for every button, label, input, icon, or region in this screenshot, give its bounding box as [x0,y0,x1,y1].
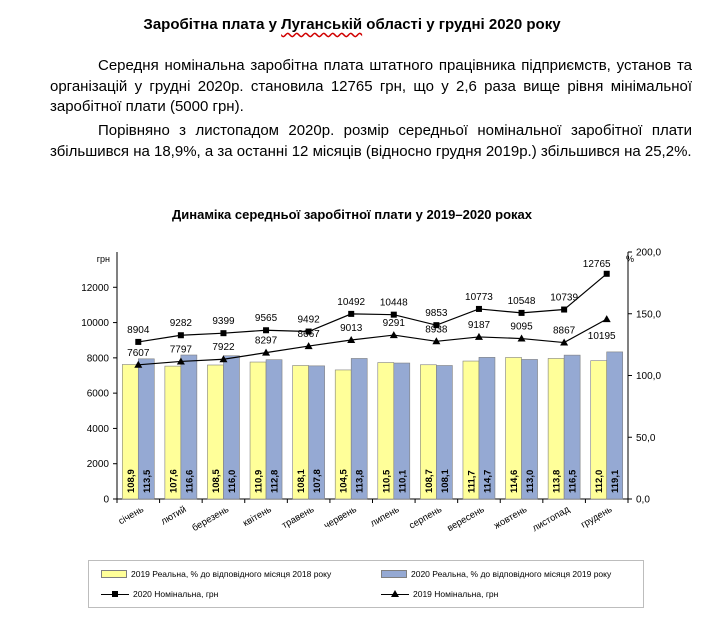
point-2020-nominal [604,271,610,277]
paragraph-2: Порівняно з листопадом 2020р. розмір середньої номінальної заробітної плати збільшився на 18,9%, а за останні 12 місяців (відносно грудня 2019р.) збільшився на 25,2%. [50,122,692,160]
line-data-label: 9565 [254,313,278,325]
point-2019-nominal [603,315,611,322]
point-2019-nominal [390,331,398,338]
point-2020-nominal [476,306,482,312]
bar-data-label: 108,1 [296,469,308,493]
series-line-2019-nominal [138,319,606,365]
bar-data-label: 104,5 [338,469,350,493]
bar-data-label: 113,5 [141,469,153,493]
bar-data-label: 116,6 [184,469,196,493]
point-2020-nominal [391,312,397,318]
bar-data-label: 111,7 [466,470,478,493]
line-data-label: 9492 [297,314,320,326]
left-tick-label: 6000 [86,388,109,400]
bar-data-label: 108,9 [125,469,137,493]
legend-item-2020-nominal [101,589,218,599]
point-2020-nominal [135,339,141,345]
point-2020-nominal [348,311,354,317]
category-label: лютий [159,504,189,528]
line-data-label: 10739 [550,292,579,304]
paragraph-1: Середня номінальна заробітна плата штатного працівника підприємств, установ та організацій у грудні 2020р. становила 12765 грн, що у 2,6 раза вище рівня мінімальної заробітної плати (5000 грн). [50,57,692,115]
line-data-label: 9399 [212,316,235,328]
left-tick-label: 8000 [86,353,109,365]
line-data-label: 8667 [297,329,320,341]
bar-data-label: 108,1 [439,469,451,493]
right-tick-label: 200,0 [636,247,662,259]
line-data-label: 8867 [553,325,576,337]
category-label: січень [116,504,146,528]
point-2019-nominal [475,333,483,340]
line-data-label: 10492 [337,296,366,308]
left-tick-label: 4000 [86,423,109,435]
point-2020-nominal [178,332,184,338]
category-label: липень [368,504,402,530]
category-label: червень [322,504,359,532]
category-label: березень [190,504,231,534]
line-data-label: 10448 [379,297,408,309]
right-tick-label: 150,0 [636,309,662,321]
bar-data-label: 108,7 [423,469,435,493]
point-2020-nominal [519,310,525,316]
left-axis-unit: грн [96,254,110,264]
line-data-label: 9095 [510,321,533,333]
line-data-label: 10548 [507,295,536,307]
legend-swatch-2020-real [381,570,407,578]
bar-data-label: 114,6 [509,469,521,493]
legend-label-2020-nominal: 2020 Номінальна, грн [133,589,219,599]
right-tick-label: 50,0 [636,432,656,444]
bar-data-label: 110,1 [397,469,409,493]
legend-label-2019-real: 2019 Реальна, % до відповідного місяця 2018 року [131,569,332,579]
right-axis-unit: % [626,254,635,264]
line-data-label: 9282 [169,318,192,330]
category-label: серпень [407,504,444,532]
bar-data-label: 108,5 [210,469,222,493]
bar-data-label: 113,8 [354,469,366,493]
legend-item-2020-real [381,569,611,579]
legend-item-2019-nominal [381,589,498,599]
right-tick-label: 100,0 [636,371,662,382]
bar-data-label: 116,5 [567,469,579,493]
left-tick-label: 0 [103,494,109,506]
line-data-label: 8297 [254,335,278,347]
line-data-label: 7607 [127,347,150,359]
title-region: Луганській [281,16,363,33]
category-label: жовтень [492,504,530,532]
point-2020-nominal [263,327,269,333]
line-data-label: 10195 [587,331,616,343]
bar-data-label: 113,8 [551,469,563,493]
bar-data-label: 113,0 [525,469,537,493]
chart-legend [88,560,644,608]
line-data-label: 9291 [382,318,405,330]
line-data-label: 12765 [582,258,611,270]
chart-title: Динаміка середньої заробітної плати у 2019–2020 роках [171,207,532,222]
bar-data-label: 114,7 [482,469,494,493]
point-2020-nominal [561,307,567,313]
left-tick-label: 2000 [86,459,109,471]
legend-label-2020-real: 2020 Реальна, % до відповідного місяця 2019 року [411,569,612,579]
right-tick-label: 0,0 [636,494,650,506]
bar-data-label: 107,6 [168,469,180,493]
bar-data-label: 110,5 [381,469,393,493]
category-label: вересень [445,504,487,535]
bar-data-label: 119,1 [610,469,622,493]
legend-label-2019-nominal: 2019 Номінальна, грн [413,589,499,599]
legend-item-2019-real [101,569,331,579]
left-tick-label: 12000 [81,282,109,294]
bar-data-label: 112,8 [269,469,281,493]
legend-swatch-2019-real [101,570,127,578]
line-data-label: 9013 [340,322,363,334]
document-title: Заробітна плата у Луганській області у грудні 2020 року [143,16,561,33]
category-label: квітень [241,504,274,530]
category-label: листопад [530,504,572,535]
point-2020-nominal [220,330,226,336]
bar-data-label: 107,8 [312,469,324,493]
series-line-2020-nominal [138,274,606,342]
line-data-label: 7922 [212,342,235,354]
bar-data-label: 116,0 [226,469,238,493]
line-data-label: 9853 [425,308,448,320]
line-data-label: 7797 [169,344,192,356]
category-label: грудень [579,504,615,531]
legend-marker-triangle [381,590,409,598]
line-data-label: 10773 [465,291,493,303]
legend-marker-square [101,590,129,598]
line-data-label: 8938 [425,324,448,336]
line-data-label: 9187 [467,319,491,331]
category-label: травень [280,504,317,532]
line-data-label: 8904 [127,324,150,336]
bar-data-label: 110,9 [253,469,265,493]
left-tick-label: 10000 [81,318,109,330]
bar-data-label: 112,0 [594,469,606,493]
